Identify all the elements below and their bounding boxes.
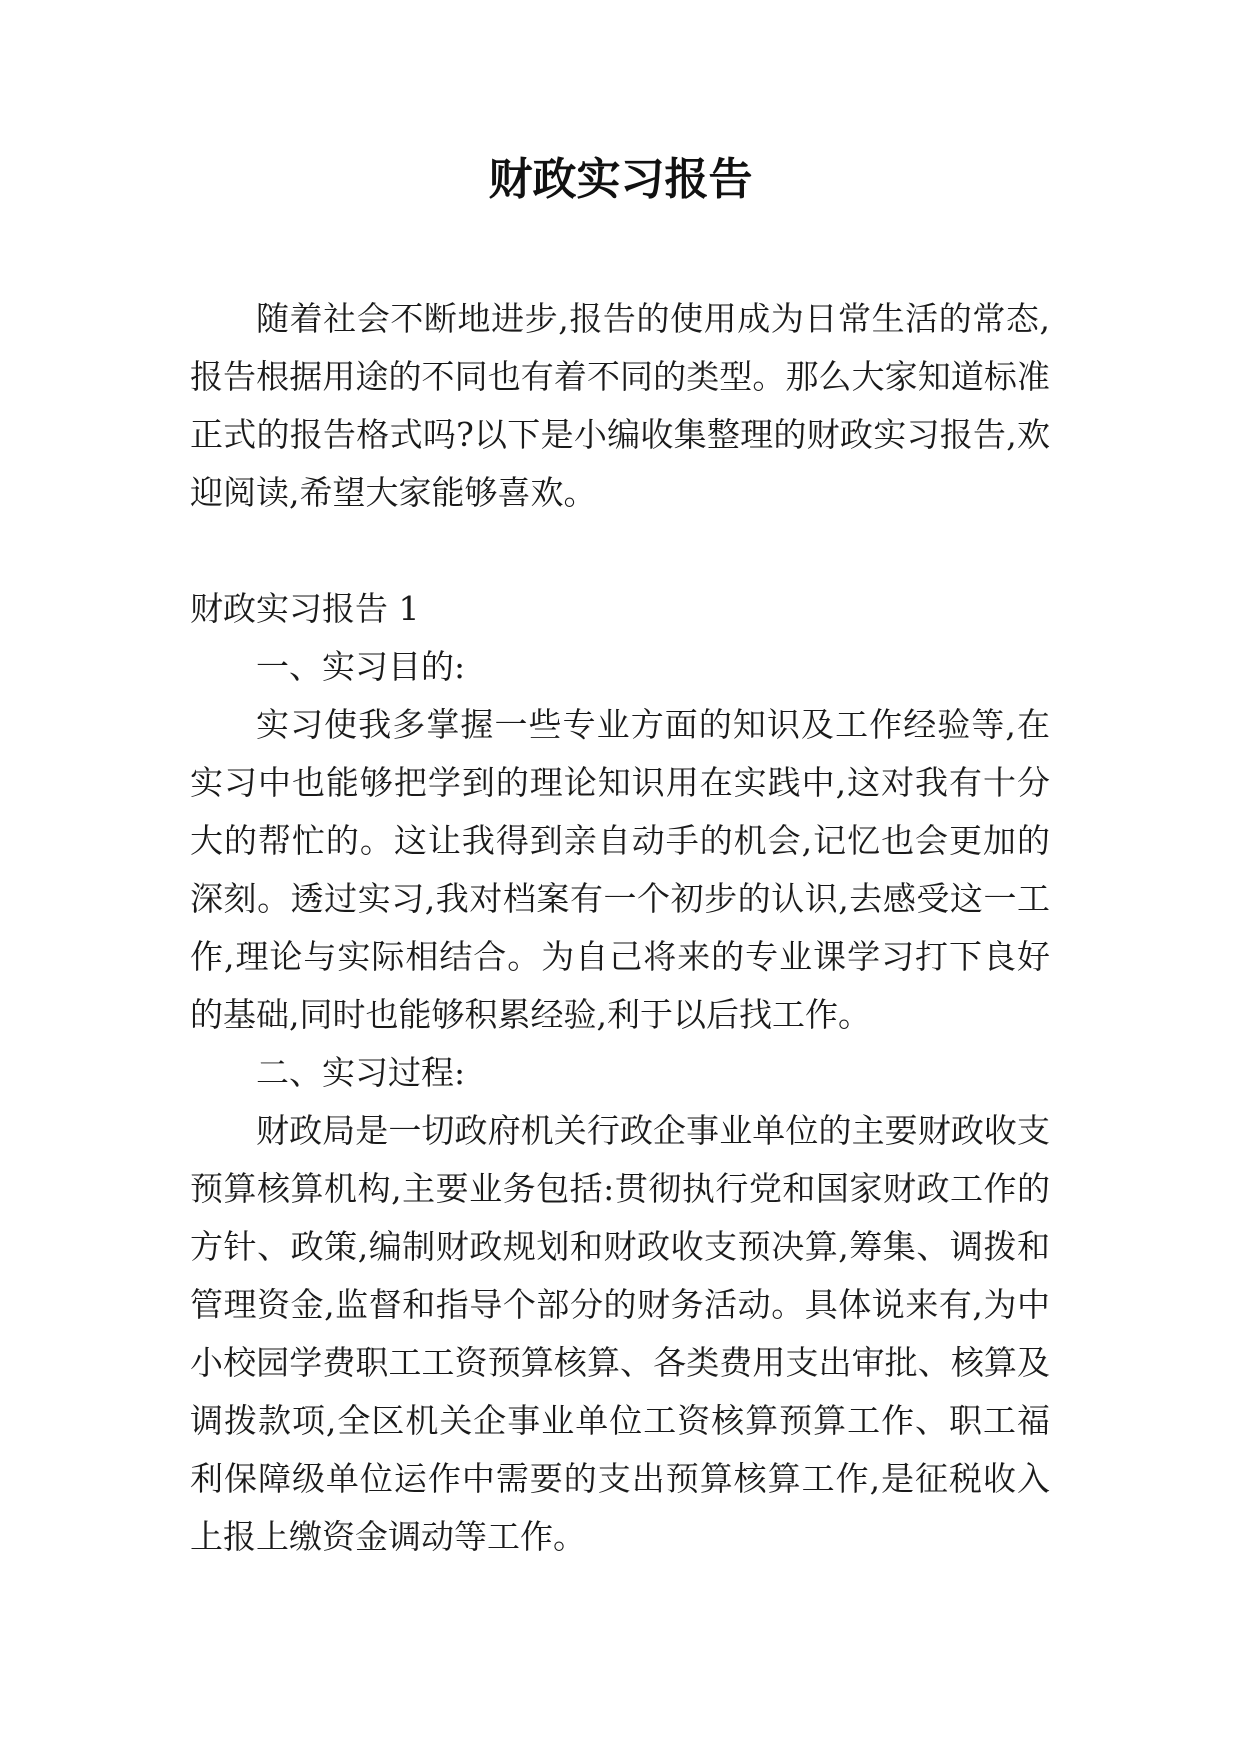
section-body-process: 财政局是一切政府机关行政企事业单位的主要财政收支预算核算机构,主要业务包括:贯彻执行党和国家财政工作的方针、政策,编制财政规划和财政收支预决算,筹集、调拨和管理资金,监督和指导个部分的财务活动。具体说来有,为中小校园学费职工工资预算核算、各类费用支出审批、核算及调拨款项,全区机关企事业单位工资核算预算工作、职工福利保障级单位运作中需要的支出预算核算工作,是征税收入上报上缴资金调动等工作。 [190,1111,1050,1556]
section-heading-purpose: 一、实习目的: [256,647,466,686]
section-heading-process: 二、实习过程: [256,1053,466,1092]
report-subtitle: 财政实习报告 1 [190,589,420,628]
document-title: 财政实习报告 [488,154,753,205]
section-body-purpose: 实习使我多掌握一些专业方面的知识及工作经验等,在实习中也能够把学到的理论知识用在实践中,这对我有十分大的帮忙的。这让我得到亲自动手的机会,记忆也会更加的深刻。透过实习,我对档案有一个初步的认识,去感受这一工作,理论与实际相结合。为自己将来的专业课学习打下良好的基础,同时也能够积累经验,利于以后找工作。 [190,705,1050,1034]
intro-paragraph: 随着社会不断地进步,报告的使用成为日常生活的常态,报告根据用途的不同也有着不同的类型。那么大家知道标准正式的报告格式吗?以下是小编收集整理的财政实习报告,欢迎阅读,希望大家能够喜欢。 [190,299,1050,512]
